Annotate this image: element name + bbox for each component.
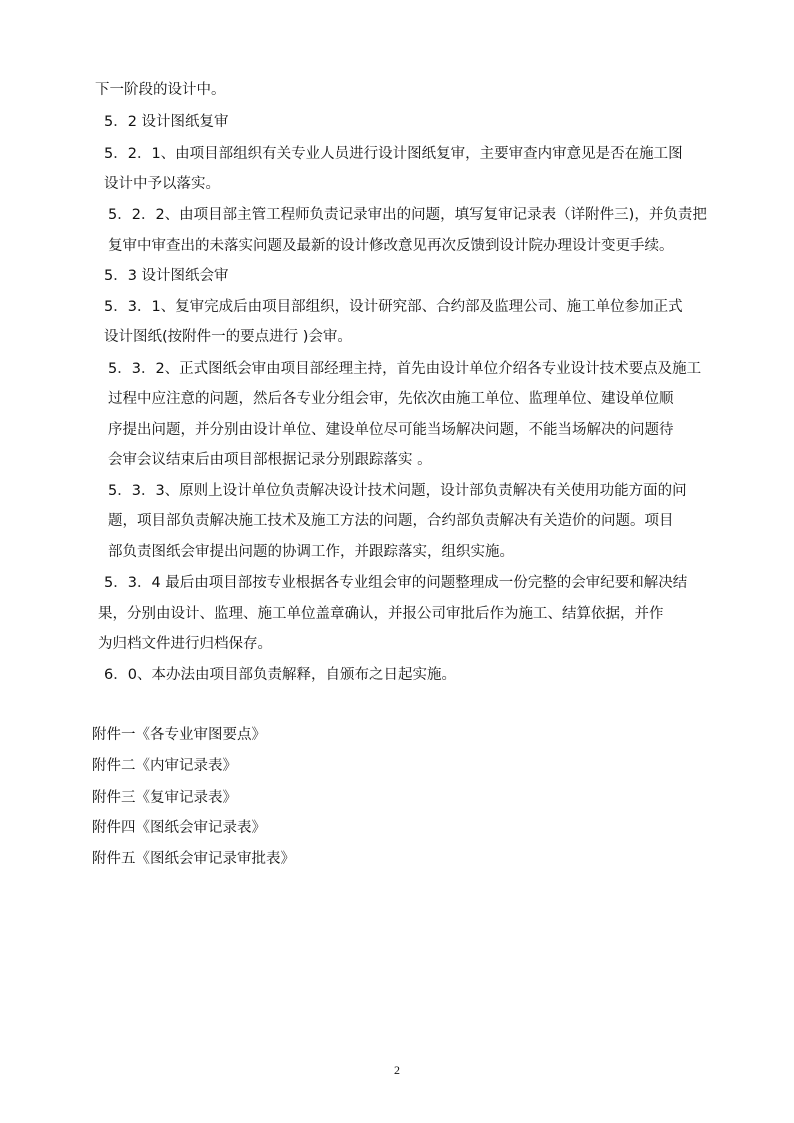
attachment-item: 附件二《内审记录表》: [92, 758, 237, 774]
clause-line: 过程中应注意的问题，然后各专业分组会审，先依次由施工单位、监理单位、建设单位顺: [108, 391, 674, 407]
clause-line: 会审会议结束后由项目部根据记录分别跟踪落实 。: [108, 452, 432, 468]
clause-line: 题，项目部负责解决施工技术及施工方法的问题，合约部负责解决有关造价的问题。项目: [108, 513, 674, 529]
attachment-item: 附件一《各专业审图要点》: [92, 727, 266, 743]
clause-line: 5．2．1、由项目部组织有关专业人员进行设计图纸复审，主要审查内审意见是否在施工图: [104, 146, 683, 162]
body-text-line: 下一阶段的设计中。: [95, 82, 226, 98]
clause-line: 6．0、本办法由项目部负责解释，自颁布之日起实施。: [104, 667, 456, 683]
clause-line: 5．2．2、由项目部主管工程师负责记录审出的问题，填写复审记录表（详附件三)，并负责把: [108, 207, 707, 223]
clause-line: 果，分别由设计、监理、施工单位盖章确认，并报公司审批后作为施工、结算依据，并作: [98, 606, 664, 622]
clause-line: 部负责图纸会审提出问题的协调工作，并跟踪落实，组织实施。: [108, 544, 514, 560]
clause-line: 5．3．3、原则上设计单位负责解决设计技术问题，设计部负责解决有关使用功能方面的问: [108, 483, 687, 499]
clause-line: 5．3．4 最后由项目部按专业根据各专业组会审的问题整理成一份完整的会审纪要和解决结: [104, 575, 688, 591]
clause-line: 设计图纸(按附件一的要点进行 )会审。: [104, 329, 352, 345]
attachment-item: 附件四《图纸会审记录表》: [92, 820, 266, 836]
clause-line: 5．3．1、复审完成后由项目部组织，设计研究部、合约部及监理公司、施工单位参加正式: [104, 299, 683, 315]
attachment-item: 附件五《图纸会审记录审批表》: [92, 851, 295, 867]
clause-line: 设计中予以落实。: [104, 176, 220, 192]
attachment-item: 附件三《复审记录表》: [92, 790, 237, 806]
clause-line: 为归档文件进行归档保存。: [98, 636, 272, 652]
section-heading: 5．3 设计图纸会审: [104, 268, 229, 284]
clause-line: 复审中审查出的未落实问题及最新的设计修改意见再次反馈到设计院办理设计变更手续。: [108, 238, 674, 254]
clause-line: 序提出问题，并分别由设计单位、建设单位尽可能当场解决问题，不能当场解决的问题待: [108, 422, 674, 438]
page-number: 2: [394, 1063, 400, 1077]
clause-line: 5．3．2、正式图纸会审由项目部经理主持，首先由设计单位介绍各专业设计技术要点及施工: [108, 361, 702, 377]
section-heading: 5．2 设计图纸复审: [104, 114, 229, 130]
